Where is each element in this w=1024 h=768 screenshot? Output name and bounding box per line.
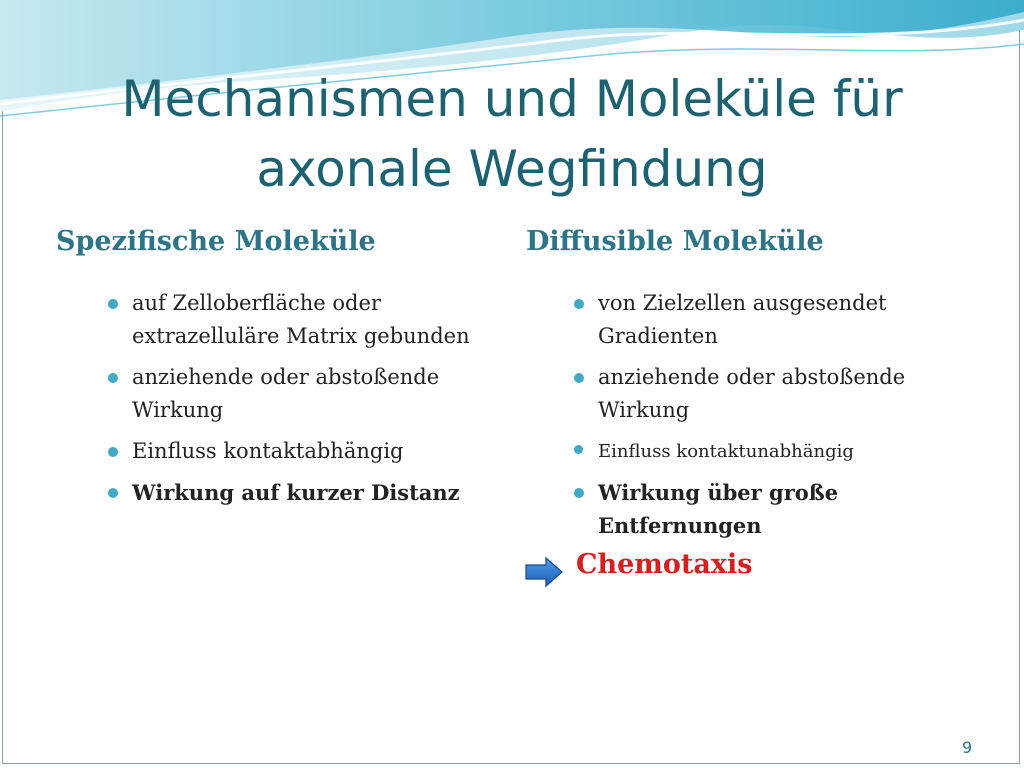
bullet-icon	[574, 445, 583, 454]
list-item-text: Wirkung auf kurzer Distanz	[132, 480, 460, 505]
conclusion-label: Chemotaxis	[576, 549, 753, 580]
bullet-icon	[108, 299, 118, 309]
bullet-icon	[108, 488, 118, 498]
list-item-text: anziehende oder abstoßende Wirkung	[598, 365, 906, 422]
list-item	[104, 361, 504, 427]
title-line-2: axonale Wegfindung	[256, 140, 768, 198]
list-item-text: Einfluss kontaktunabhängig	[598, 441, 854, 462]
list-item	[104, 287, 504, 353]
list-item	[104, 435, 504, 468]
page-number: 9	[962, 738, 973, 757]
left-bullet-list	[104, 287, 504, 517]
list-item-text: auf Zelloberfläche oder extrazelluläre Matrix gebunden	[132, 291, 470, 348]
slide-title	[0, 64, 1024, 204]
arrow-right-icon	[524, 556, 564, 588]
bullet-icon	[574, 299, 584, 309]
bullet-icon	[574, 373, 584, 383]
list-item	[570, 476, 990, 542]
list-item-text: Wirkung über große Entfernungen	[598, 480, 839, 538]
list-item	[570, 361, 990, 427]
list-item-text: Einfluss kontaktabhängig	[132, 439, 404, 463]
right-bullet-list	[570, 287, 990, 550]
title-line-1: Mechanismen und Moleküle für	[121, 70, 903, 128]
bullet-icon	[108, 373, 118, 383]
bullet-icon	[574, 488, 584, 498]
list-item	[570, 287, 990, 353]
list-item	[570, 435, 990, 468]
list-item-text: von Zielzellen ausgesendet Gradienten	[598, 291, 887, 348]
bullet-icon	[108, 447, 118, 457]
left-column-heading: Spezifische Moleküle	[56, 226, 376, 257]
right-column-heading: Diffusible Moleküle	[526, 226, 824, 257]
list-item-text: anziehende oder abstoßende Wirkung	[132, 365, 440, 422]
list-item	[104, 476, 504, 509]
